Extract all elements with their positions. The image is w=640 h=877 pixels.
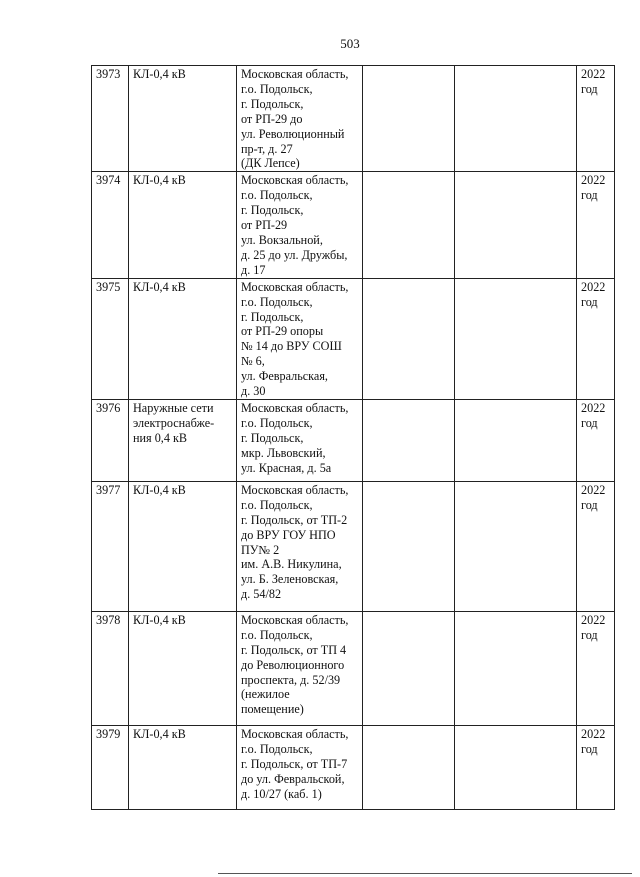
row-number-cell: 3973 xyxy=(92,66,129,172)
object-name-cell: КЛ-0,4 кВ xyxy=(129,725,237,809)
empty-cell xyxy=(363,278,455,399)
address-cell: Московская область, г.о. Подольск, г. Подольск, от ТП-2 до ВРУ ГОУ НПО ПУ№ 2 им. А.В. Никулина, ул. Б. Зеленовская, д. 54/82 xyxy=(237,481,363,611)
row-number-cell: 3978 xyxy=(92,611,129,725)
empty-cell xyxy=(455,611,577,725)
object-name-cell: КЛ-0,4 кВ xyxy=(129,278,237,399)
year-cell: 2022 год xyxy=(577,481,615,611)
object-name-cell: Наружные сети электроснабже- ния 0,4 кВ xyxy=(129,399,237,481)
address-cell: Московская область, г.о. Подольск, г. Подольск, мкр. Львовский, ул. Красная, д. 5а xyxy=(237,399,363,481)
address-cell: Московская область, г.о. Подольск, г. Подольск, от РП-29 ул. Вокзальной, д. 25 до ул. Дружбы, д. 17 xyxy=(237,172,363,278)
page-number: 503 xyxy=(340,36,360,51)
table-body xyxy=(92,66,615,810)
table-row xyxy=(92,611,615,725)
empty-cell xyxy=(455,66,577,172)
object-name-cell: КЛ-0,4 кВ xyxy=(129,66,237,172)
year-cell: 2022 год xyxy=(577,399,615,481)
table-row xyxy=(92,399,615,481)
empty-cell xyxy=(455,481,577,611)
year-cell: 2022 год xyxy=(577,611,615,725)
object-name-cell: КЛ-0,4 кВ xyxy=(129,611,237,725)
address-cell: Московская область, г.о. Подольск, г. Подольск, от РП-29 до ул. Революционный пр-т, д. 27 (ДК Лепсе) xyxy=(237,66,363,172)
table-row xyxy=(92,725,615,809)
empty-cell xyxy=(363,399,455,481)
address-cell: Московская область, г.о. Подольск, г. Подольск, от ТП-7 до ул. Февральской, д. 10/27 (каб. 1) xyxy=(237,725,363,809)
row-number-cell: 3977 xyxy=(92,481,129,611)
registry-table xyxy=(91,65,615,810)
object-name-cell: КЛ-0,4 кВ xyxy=(129,172,237,278)
empty-cell xyxy=(455,399,577,481)
row-number-cell: 3975 xyxy=(92,278,129,399)
empty-cell xyxy=(363,725,455,809)
table-row xyxy=(92,172,615,278)
row-number-cell: 3979 xyxy=(92,725,129,809)
empty-cell xyxy=(363,172,455,278)
table-row xyxy=(92,481,615,611)
empty-cell xyxy=(363,611,455,725)
object-name-cell: КЛ-0,4 кВ xyxy=(129,481,237,611)
empty-cell xyxy=(455,278,577,399)
row-number-cell: 3974 xyxy=(92,172,129,278)
empty-cell xyxy=(455,725,577,809)
empty-cell xyxy=(455,172,577,278)
address-cell: Московская область, г.о. Подольск, г. Подольск, от ТП 4 до Революционного проспекта, д. 52/39 (нежилое помещение) xyxy=(237,611,363,725)
year-cell: 2022 год xyxy=(577,725,615,809)
year-cell: 2022 год xyxy=(577,172,615,278)
page-bottom-rule xyxy=(218,873,632,874)
empty-cell xyxy=(363,66,455,172)
empty-cell xyxy=(363,481,455,611)
row-number-cell: 3976 xyxy=(92,399,129,481)
year-cell: 2022 год xyxy=(577,278,615,399)
address-cell: Московская область, г.о. Подольск, г. Подольск, от РП-29 опоры № 14 до ВРУ СОШ № 6, ул. Февральская, д. 30 xyxy=(237,278,363,399)
table-row xyxy=(92,66,615,172)
table-row xyxy=(92,278,615,399)
year-cell: 2022 год xyxy=(577,66,615,172)
